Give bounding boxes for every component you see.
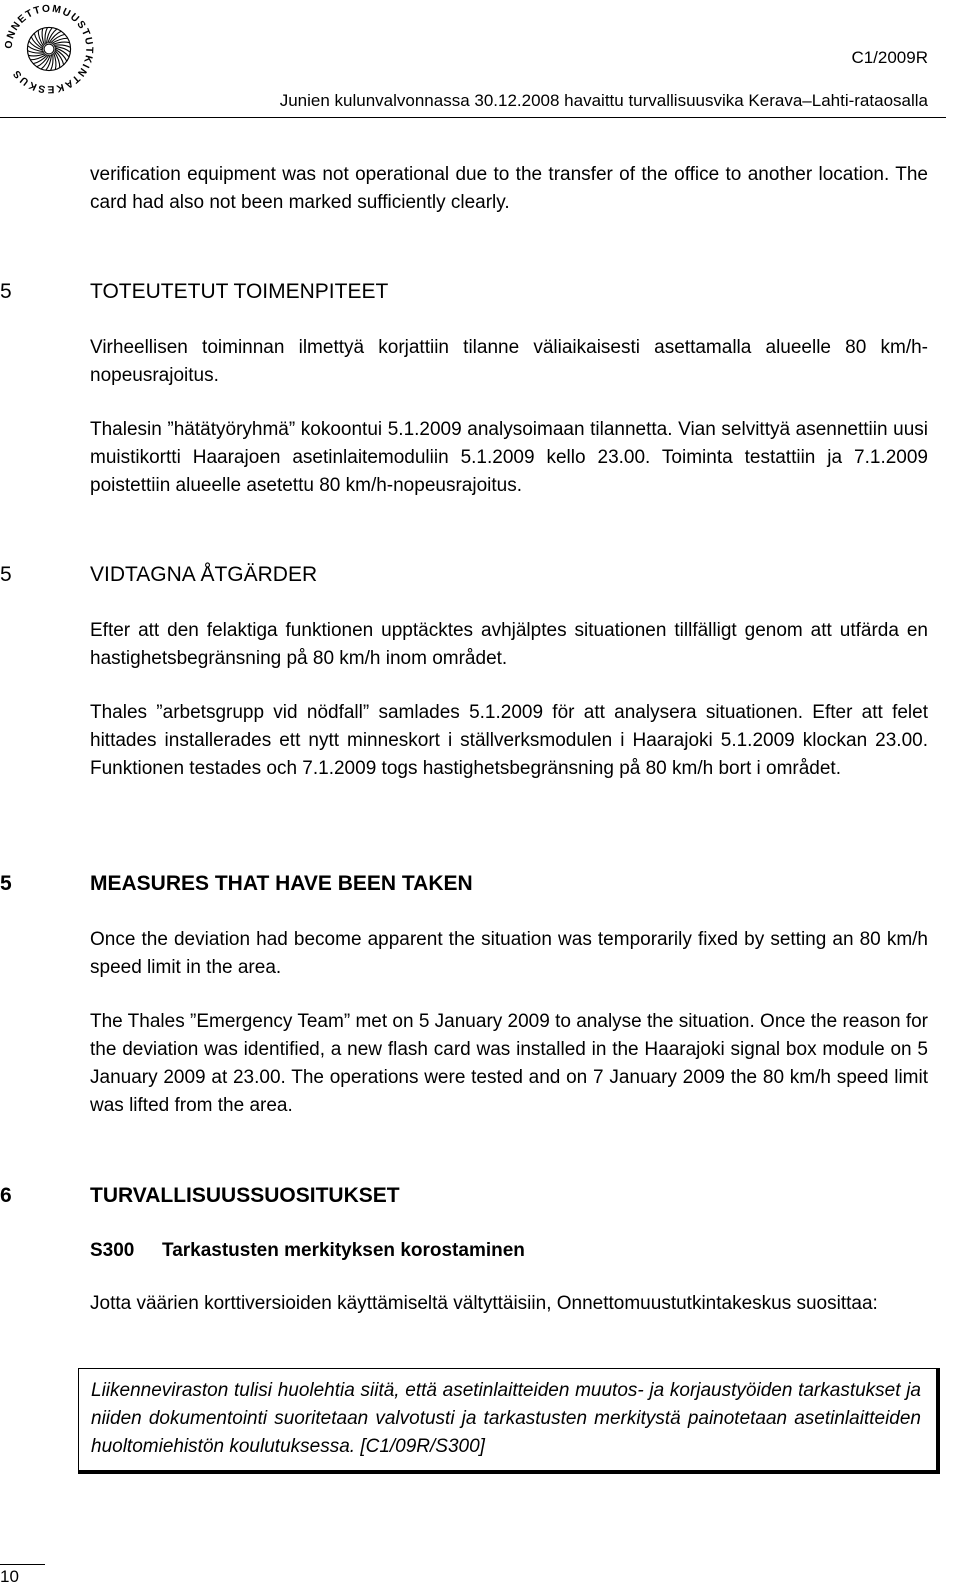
logo-spiral-stroke — [28, 54, 45, 56]
en-paragraph-2: The Thales ”Emergency Team” met on 5 January 2009 to analyse the situation. Once the reason for the deviation was identified, a new flash card was installed in the Haarajoki signal box module on 5 January 2009 at 23.00. The operations were tested and on 7 January 2009 the 80 km/h speed limit was lifted from the area. — [90, 1011, 928, 1116]
fi-paragraph-1: Virheellisen toiminnan ilmettyä korjattiin tilanne väliaikaisesti asettamalla alueelle 80 km/h-nopeusrajoitus. — [90, 337, 928, 386]
sv-section-title: VIDTAGNA ÅTGÄRDER — [90, 563, 318, 586]
recommendation-code: S300 — [90, 1240, 135, 1261]
recommendation-box — [78, 1368, 940, 1474]
sv-paragraph-2: Thales ”arbetsgrupp vid nödfall” samlades 5.1.2009 för att analysera situationen. Efter att felet hittades installerades ett nytt minneskort i ställverksmodulen i Haarajoki 5.1.2009 klockan 23.00. Funktionen testades och 7.1.2009 togs hastighetsbegränsning på 80 km/h bort i området. — [90, 702, 928, 779]
recommendation-text: Liikenneviraston tulisi huolehtia siitä, että asetinlaitteiden muutos- ja korjaustyöiden tarkastukset ja niiden dokumentointi suoritetaan valvotusti ja tarkastusten merkitystä painotetaan asetinlaitteiden huoltomiehistön koulutuksessa. [C1/09R/S300] — [91, 1380, 921, 1457]
report-title: Junien kulunvalvonnassa 30.12.2008 havaittu turvallisuusvika Kerava–Lahti-rataosalla — [279, 91, 928, 110]
en-section-number: 5 — [0, 872, 12, 895]
recommendation-subtitle: Tarkastusten merkityksen korostaminen — [162, 1240, 525, 1261]
header-rule — [0, 117, 946, 118]
sv-section-number: 5 — [0, 563, 12, 586]
rec-section-title: TURVALLISUUSSUOSITUKSET — [90, 1184, 400, 1207]
intro-paragraph: verification equipment was not operational due to the transfer of the office to another location. The card had also not been marked sufficiently clearly. — [90, 164, 928, 213]
logo-arc-text: ONNETTOMUUSTUTKINTAKESKUS — [3, 3, 95, 95]
rec-paragraph: Jotta väärien korttiversioiden käyttämiseltä vältyttäisiin, Onnettomuustutkintakeskus suosittaa: — [90, 1293, 878, 1314]
logo-spiral-stroke — [42, 28, 44, 45]
sv-paragraph-1: Efter att den felaktiga funktionen upptäcktes avhjälptes situationen tillfälligt genom att utfärda en hastighetsbegränsning på 80 km/h inom området. — [90, 620, 928, 669]
fi-section-title: TOTEUTETUT TOIMENPITEET — [90, 280, 389, 303]
rec-section-number: 6 — [0, 1184, 12, 1207]
page-number: 10 — [0, 1567, 19, 1586]
en-paragraph-1: Once the deviation had become apparent the situation was temporarily fixed by setting an 80 km/h speed limit in the area. — [90, 929, 928, 978]
fi-paragraph-2: Thalesin ”hätätyöryhmä” kokoontui 5.1.2009 analysoimaan tilannetta. Vian selvittyä asennettiin uusi muistikortti Haarajoen asetinlaitemoduliin 5.1.2009 kello 23.00. Toiminta testattiin ja 7.1.2009 poistettiin alueelle asetettu 80 km/h-nopeusrajoitus. — [90, 419, 928, 496]
footer-rule — [0, 1564, 45, 1565]
onnettomuustutkintakeskus-logo — [0, 0, 98, 98]
report-code: C1/2009R — [851, 48, 928, 67]
logo-spiral-stroke — [53, 42, 70, 44]
fi-section-number: 5 — [0, 280, 12, 303]
logo-spiral-stroke — [54, 53, 56, 70]
en-section-title: MEASURES THAT HAVE BEEN TAKEN — [90, 872, 473, 895]
